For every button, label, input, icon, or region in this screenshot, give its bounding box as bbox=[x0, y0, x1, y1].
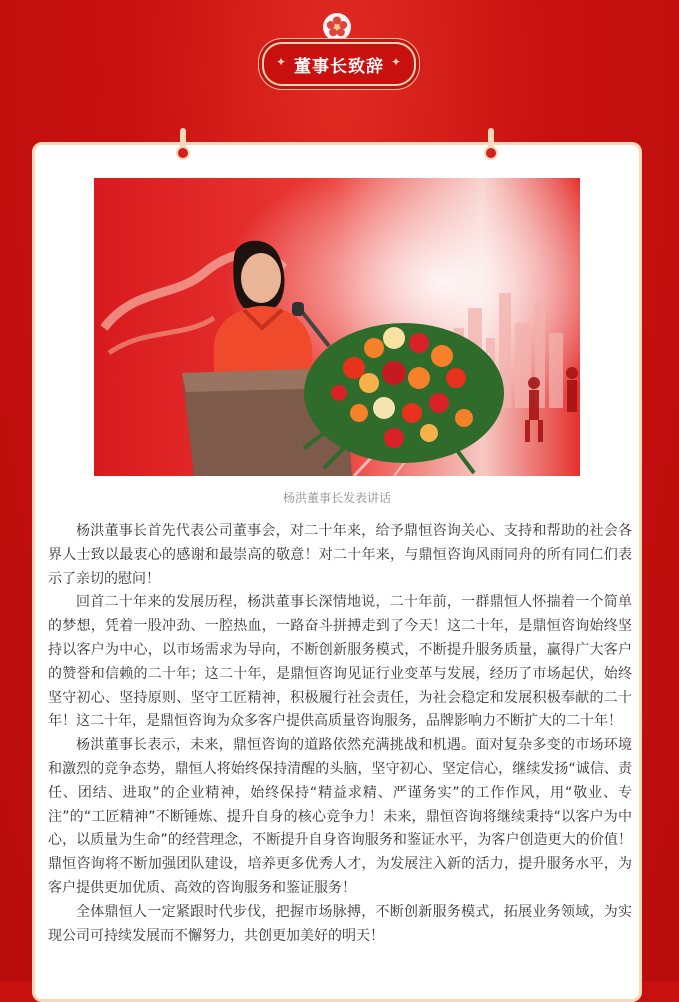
article-paragraph: 杨洪董事长表示，未来，鼎恒咨询的道路依然充满挑战和机遇。面对复杂多变的市场环境和激烈的竞争态势，鼎恒人将始终保持清醒的头脑，坚守初心、坚定信心，继续发扬“诚信、责任、团结、进取”的企业精神，始终保持“精益求精、严谨务实”的工作作风，用“敬业、专注”的“工匠精神”不断锤炼、提升自身的核心竞争力！未来，鼎恒咨询将继续秉持“以客户为中心，以质量为生命”的经营理念，不断提升自身咨询服务和鉴证水平，为客户创造更大的价值！鼎恒咨询将不断加强团队建设，培养更多优秀人才，为发展注入新的活力，提升服务水平，为客户提供更加优质、高效的咨询服务和鉴证服务！ bbox=[48, 737, 632, 896]
card-pin-right bbox=[484, 128, 498, 162]
speech-photo-illustration bbox=[94, 178, 580, 476]
article-paragraph: 杨洪董事长首先代表公司董事会，对二十年来，给予鼎恒咨询关心、支持和帮助的社会各界人士致以最衷心的感谢和最崇高的敬意！对二十年来，与鼎恒咨询风雨同舟的所有同仁们表示了亲切的慰问！ bbox=[48, 523, 632, 587]
sparkle-icon: ✦ bbox=[390, 55, 402, 69]
photo-caption: 杨洪董事长发表讲话 bbox=[282, 491, 391, 505]
section-title: 董事长致辞 bbox=[294, 56, 384, 77]
article-paragraph: 回首二十年来的发展历程，杨洪董事长深情地说，二十年前，一群鼎恒人怀揣着一个简单的梦想，凭着一股冲劲、一腔热血，一路奋斗拼搏走到了今天！这二十年，是鼎恒咨询始终坚持以客户为中心，以市场需求为导向，不断创新服务模式，不断提升服务质量，赢得广大客户的赞誉和信赖的二十年；这二十年，是鼎恒咨询见证行业变革与发展，经历了市场起伏，始终坚守初心、坚持原则、坚守工匠精神，积极履行社会责任，为社会稳定和发展积极奉献的二十年！这二十年，是鼎恒咨询为众多客户提供高质量咨询服务，品牌影响力不断扩大的二十年！ bbox=[48, 594, 632, 730]
plum-blossom-icon bbox=[322, 12, 352, 42]
article-paragraph: 全体鼎恒人一定紧跟时代步伐，把握市场脉搏，不断创新服务模式，拓展业务领域，为实现公司可持续发展而不懈努力，共创更加美好的明天！ bbox=[48, 903, 632, 944]
sparkle-icon: ✦ bbox=[276, 55, 288, 69]
section-title-badge bbox=[262, 42, 416, 86]
speech-photo bbox=[94, 178, 580, 476]
speech-article bbox=[48, 520, 632, 948]
card-pin-left bbox=[176, 128, 190, 162]
